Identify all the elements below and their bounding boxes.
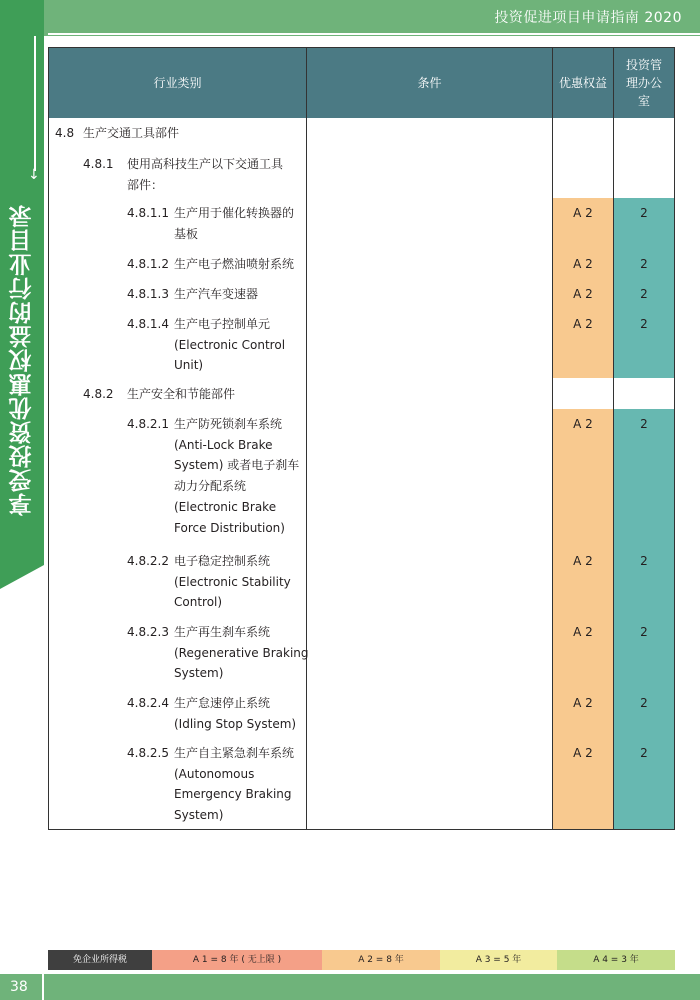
- office-value: 2: [640, 625, 648, 639]
- office-value: 2: [640, 696, 648, 710]
- col-divider: [306, 48, 307, 829]
- item-desc-line: (Idling Stop System): [174, 716, 297, 731]
- item-desc-line: Control): [174, 595, 223, 610]
- benefit-value: A 2: [573, 417, 593, 431]
- item-desc: [174, 414, 299, 538]
- item-desc-line: Force Distribution): [174, 520, 285, 535]
- side-title: 享受投资优惠权益的行业目录: [9, 204, 36, 516]
- item-desc-line: (Electronic Stability: [174, 574, 291, 589]
- col-header-office-line: 室: [637, 94, 650, 108]
- sub-label-line: 部件：: [127, 177, 164, 192]
- side-rail-line: [34, 36, 36, 171]
- item-desc-line: System): [174, 666, 224, 681]
- sub-label: 生产安全和节能部件: [127, 387, 236, 401]
- item-desc: [174, 284, 258, 305]
- benefit-value: A 2: [573, 696, 593, 710]
- item-desc-line: 动力分配系统: [174, 479, 247, 494]
- item-code: 4.8.2.3: [127, 625, 169, 639]
- item-desc: [174, 254, 294, 275]
- item-desc-line: 生产防死锁刹车系统: [174, 417, 283, 431]
- sub-code: 4.8.1: [83, 157, 114, 171]
- item-desc-line: 生产汽车变速器: [174, 287, 259, 301]
- benefit-value: A 2: [573, 317, 593, 331]
- benefit-fill: [553, 409, 613, 829]
- benefit-value: A 2: [573, 206, 593, 220]
- item-code: 4.8.1.4: [127, 317, 169, 331]
- item-desc-line: 生产再生刹车系统: [174, 625, 271, 639]
- page-number: 38: [10, 979, 28, 995]
- col-header-benefit: 优惠权益: [558, 76, 607, 90]
- item-desc: [174, 203, 294, 244]
- item-desc-line: (Regenerative Braking: [174, 645, 309, 660]
- item-code: 4.8.2.5: [127, 746, 169, 760]
- col-header-office: [614, 48, 674, 118]
- bottom-bar: [0, 974, 700, 1000]
- header-title: 投资促进项目申请指南 2020: [486, 8, 682, 28]
- office-value: 2: [640, 417, 648, 431]
- item-desc-line: 生产自主紧急刹车系统: [174, 746, 295, 760]
- item-desc-line: System): [174, 808, 224, 823]
- item-desc-line: Emergency Braking: [174, 787, 292, 802]
- office-value: 2: [640, 287, 648, 301]
- item-code: 4.8.2.1: [127, 417, 169, 431]
- legend-item-a2: A 2 = 8 年: [322, 950, 440, 970]
- arrow-down-icon: ↓: [28, 167, 40, 183]
- item-desc-line: (Autonomous: [174, 766, 255, 781]
- sub-code: 4.8.2: [83, 387, 114, 401]
- section-label: 生产交通工具部件: [83, 126, 180, 140]
- table-header: [49, 48, 674, 118]
- section-code: 4.8: [55, 126, 75, 140]
- col-header-conditions: 条件: [417, 76, 442, 90]
- office-value: 2: [640, 317, 648, 331]
- item-desc: [174, 314, 285, 376]
- col-header-industry: 行业类别: [153, 76, 202, 90]
- item-desc-line: 电子稳定控制系统: [174, 554, 271, 568]
- sub-label-line: 使用高科技生产以下交通工具: [127, 157, 284, 171]
- item-desc-line: 生产电子控制单元: [174, 317, 271, 331]
- item-code: 4.8.2.2: [127, 554, 169, 568]
- legend-item-tax-exempt: 免企业所得税: [48, 950, 152, 970]
- benefit-value: A 2: [573, 287, 593, 301]
- legend-item-a3: A 3 = 5 年: [440, 950, 557, 970]
- item-desc-line: (Electronic Brake: [174, 499, 277, 514]
- header-divider: [48, 33, 700, 35]
- item-code: 4.8.1.1: [127, 206, 169, 220]
- benefit-value: A 2: [573, 554, 593, 568]
- legend-item-a4: A 4 = 3 年: [557, 950, 675, 970]
- office-value: 2: [640, 746, 648, 760]
- item-desc-line: 基板: [174, 226, 199, 241]
- col-header-office-line: 投资管: [625, 58, 662, 72]
- col-header-office-line: 理办公: [625, 76, 662, 90]
- item-desc-line: 生产用于催化转换器的: [174, 206, 295, 220]
- office-value: 2: [640, 206, 648, 220]
- item-desc-line: Unit): [174, 358, 204, 373]
- item-desc: [174, 743, 294, 826]
- item-code: 4.8.2.4: [127, 696, 169, 710]
- item-desc-line: System) 或者电子刹车: [174, 458, 300, 473]
- office-value: 2: [640, 257, 648, 271]
- item-desc-line: (Electronic Control: [174, 337, 286, 352]
- office-fill: [614, 409, 674, 829]
- item-desc: [174, 622, 309, 684]
- item-desc-line: 生产电子燃油喷射系统: [174, 257, 295, 271]
- item-code: 4.8.1.2: [127, 257, 169, 271]
- item-code: 4.8.1.3: [127, 287, 169, 301]
- page-number-divider: [42, 974, 44, 1000]
- item-desc: [174, 551, 291, 613]
- item-desc: [174, 693, 296, 734]
- side-tab-tip: [0, 565, 44, 589]
- item-desc-line: (Anti-Lock Brake: [174, 437, 273, 452]
- item-desc-line: 生产怠速停止系统: [174, 696, 271, 710]
- benefit-value: A 2: [573, 625, 593, 639]
- office-value: 2: [640, 554, 648, 568]
- industry-table: [48, 47, 675, 830]
- benefit-value: A 2: [573, 257, 593, 271]
- benefit-value: A 2: [573, 746, 593, 760]
- legend-item-a1: A 1 = 8 年 ( 无上限 ): [152, 950, 322, 970]
- sub-label: [127, 154, 283, 195]
